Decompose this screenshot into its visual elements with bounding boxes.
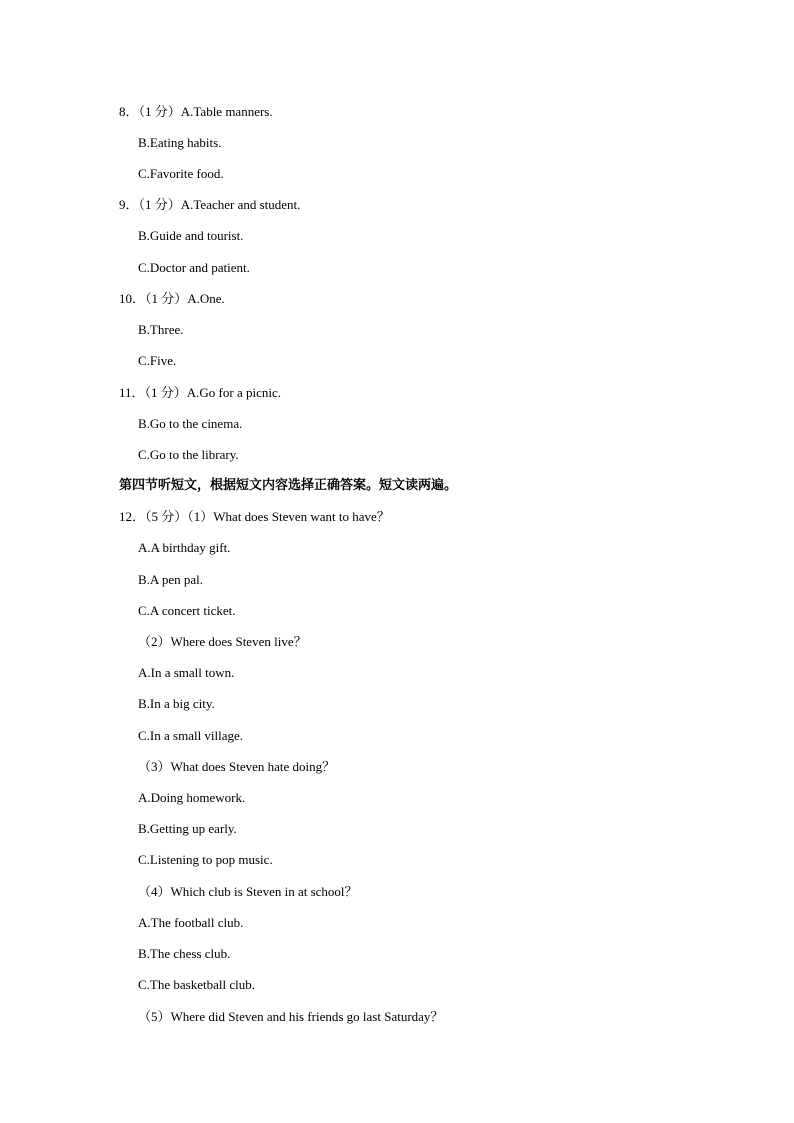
question-11-option-b: B.Go to the cinema. [138,416,243,431]
question-12: 12．（5 分）（1）What does Steven want to have？ [119,509,390,524]
question-12-sub-5: （5）Where did Steven and his friends go last Saturday？ [138,1009,444,1024]
question-11-option-c: C.Go to the library. [138,447,239,462]
question-12-sub-3: （3）What does Steven hate doing？ [138,759,336,774]
question-10: 10．（1 分）A.One. [119,291,225,306]
question-12-4-option-c: C.The basketball club. [138,977,255,992]
question-12-2-option-c: C.In a small village. [138,728,244,743]
question-12-3-option-a: A.Doing homework. [138,790,246,805]
question-12-3-option-c: C.Listening to pop music. [138,852,273,867]
question-12-4-option-b: B.The chess club. [138,946,231,961]
question-10-option-c: C.Five. [138,353,177,368]
question-8-option-c: C.Favorite food. [138,166,224,181]
question-12-3-option-b: B.Getting up early. [138,821,237,836]
question-12-1-option-c: C.A concert ticket. [138,603,236,618]
question-12-2-option-a: A.In a small town. [138,665,235,680]
question-12-1-option-a: A.A birthday gift. [138,540,231,555]
question-8-option-b: B.Eating habits. [138,135,222,150]
question-9-option-b: B.Guide and tourist. [138,228,244,243]
question-12-4-option-a: A.The football club. [138,915,244,930]
question-11: 11．（1 分）A.Go for a picnic. [119,385,281,400]
question-10-option-b: B.Three. [138,322,184,337]
question-12-sub-4: （4）Which club is Steven in at school？ [138,884,358,899]
question-9-option-c: C.Doctor and patient. [138,260,250,275]
question-12-sub-2: （2）Where does Steven live？ [138,634,307,649]
section-heading: 第四节听短文，根据短文内容选择正确答案。短文读两遍。 [119,478,458,493]
question-12-2-option-b: B.In a big city. [138,696,215,711]
question-8: 8．（1 分）A.Table manners. [119,104,273,119]
question-9: 9．（1 分）A.Teacher and student. [119,197,301,212]
question-12-1-option-b: B.A pen pal. [138,572,203,587]
